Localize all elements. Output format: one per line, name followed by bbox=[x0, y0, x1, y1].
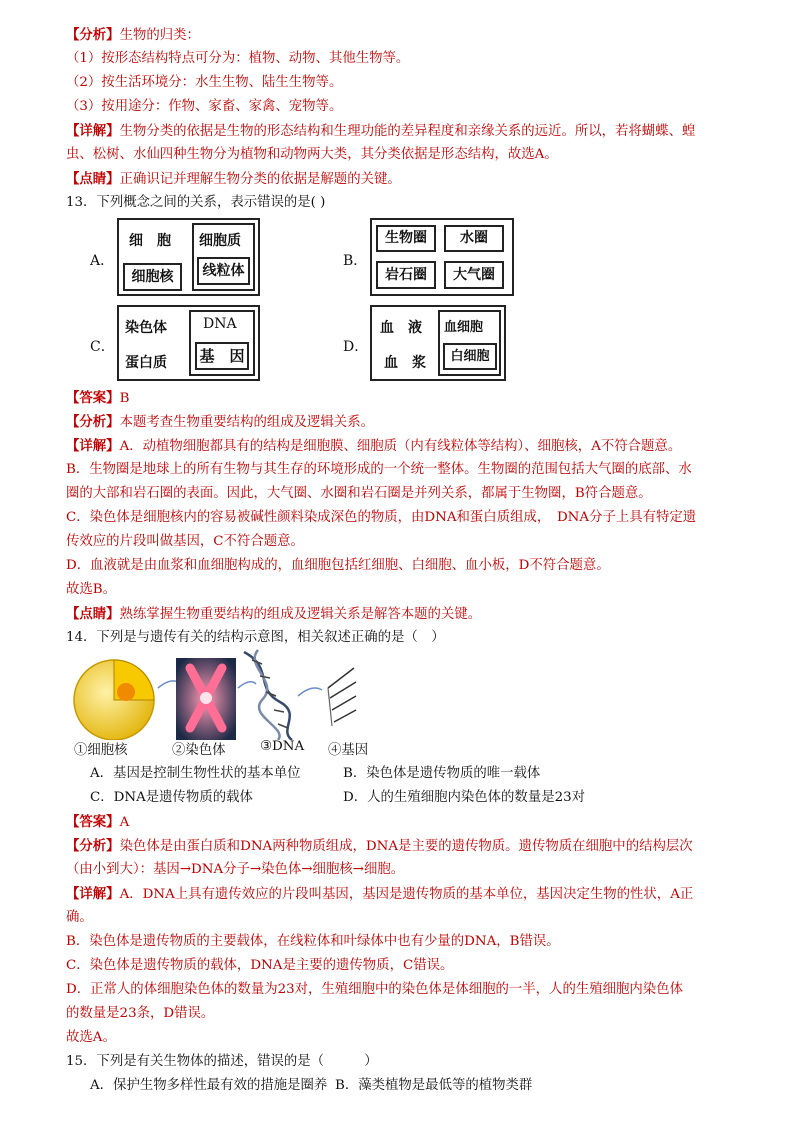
option-c: C．DNA是遗传物质的载体 bbox=[90, 790, 253, 805]
diagram-d-blood-cell: 血细胞 白细胞 bbox=[438, 310, 501, 376]
analysis-item: （2）按生活环境分：水生生物、陆生生物等。 bbox=[66, 75, 343, 90]
detail-line: 传效应的片段叫做基因，C不符合题意。 bbox=[66, 534, 304, 549]
nucleus-image bbox=[74, 660, 154, 740]
diagram-c-dna: DNA 基 因 bbox=[189, 310, 255, 376]
answer-line: 【答案】B bbox=[66, 390, 130, 406]
tip-line: 【点睛】正确识记并理解生物分类的依据是解题的关键。 bbox=[66, 171, 401, 187]
detail-line: B．染色体是遗传物质的主要载体，在线粒体和叶绿体中也有少量的DNA，B错误。 bbox=[66, 934, 560, 949]
caption-chromosome: ②染色体 bbox=[172, 743, 226, 758]
diagram-a-outer: 细 胞 细胞核 细胞质 线粒体 bbox=[117, 218, 260, 296]
detail-line: 【详解】A．DNA上具有遗传效应的片段叫基因，基因是遗传物质的基本单位，基因决定生物的性状，A正 bbox=[66, 886, 694, 902]
caption-dna: ③DNA bbox=[260, 739, 305, 754]
arrow-icon bbox=[158, 681, 178, 688]
chromosome-image bbox=[176, 658, 236, 740]
detail-line: B．生物圈是地球上的所有生物与其生存的环境形成的一个统一整体。生物圈的范围包括大气圈的底部、水 bbox=[66, 462, 692, 477]
heredity-figure bbox=[66, 648, 366, 740]
option-b: B．藻类植物是最低等的植物类群 bbox=[335, 1078, 533, 1093]
analysis-line: （由小到大）：基因→DNA分子→染色体→细胞核→细胞。 bbox=[66, 862, 405, 877]
option-d-label: D． bbox=[343, 339, 369, 355]
question-14-stem: 14．下列是与遗传有关的结构示意图，相关叙述正确的是（ ） bbox=[66, 630, 445, 645]
caption-gene: ④基因 bbox=[328, 743, 369, 758]
detail-line: 虫、松树、水仙四种生物分为植物和动物两大类，其分类依据是形态结构，故选A。 bbox=[66, 147, 558, 162]
detail-line: C．染色体是细胞核内的容易被碱性颜料染成深色的物质，由DNA和蛋白质组成， DNA分子上具有特定遗 bbox=[66, 510, 697, 525]
diagram-c-outer: 染色体 蛋白质 DNA 基 因 bbox=[117, 305, 260, 381]
analysis-item: （3）按用途分：作物、家畜、家禽、宠物等。 bbox=[66, 99, 343, 114]
answer-line: 【答案】A bbox=[66, 814, 130, 830]
gene-image bbox=[328, 668, 356, 726]
analysis-tag: 【分析】 bbox=[66, 27, 120, 43]
choose-line: 故选B。 bbox=[66, 582, 117, 597]
diagram-d-outer: 血 液 血 浆 血细胞 白细胞 bbox=[370, 305, 506, 381]
detail-line: 圈的大部和岩石圈的表面。因此，大气圈、水圈和岩石圈是并列关系，都属于生物圈，B符合题意。 bbox=[66, 486, 652, 501]
diagram-a-nucleus: 细胞核 bbox=[123, 263, 182, 291]
option-a: A．基因是控制生物性状的基本单位 bbox=[90, 766, 301, 781]
diagram-a-cytoplasm: 细胞质 线粒体 bbox=[192, 223, 255, 291]
question-13-stem: 13．下列概念之间的关系，表示错误的是( ) bbox=[66, 195, 326, 210]
diagram-b-outer: 生物圈 水圈 岩石圈 大气圈 bbox=[370, 218, 514, 296]
analysis-line: 【分析】染色体是由蛋白质和DNA两种物质组成，DNA是主要的遗传物质。遗传物质在细胞中的结构层次 bbox=[66, 838, 693, 854]
option-c-label: C． bbox=[90, 339, 115, 355]
detail-line: 【详解】生物分类的依据是生物的形态结构和生理功能的差异程度和亲缘关系的远近。所以，若将蝴蝶、蝗 bbox=[66, 123, 696, 139]
detail-line: D．正常人的体细胞染色体的数量为23对，生殖细胞中的染色体是体细胞的一半，人的生殖细胞内染色体 bbox=[66, 982, 683, 997]
analysis-line: 【分析】本题考查生物重要结构的组成及逻辑关系。 bbox=[66, 414, 374, 430]
caption-nucleus: ①细胞核 bbox=[74, 743, 128, 758]
option-a: A．保护生物多样性最有效的措施是圈养 bbox=[90, 1078, 328, 1093]
option-d: D．人的生殖细胞内染色体的数量是23对 bbox=[343, 790, 586, 805]
detail-line: D．血液就是由血浆和血细胞构成的，血细胞包括红细胞、白细胞、血小板，D不符合题意。 bbox=[66, 558, 610, 573]
detail-line: 【详解】A．动植物细胞都具有的结构是细胞膜、细胞质（内有线粒体等结构）、细胞核，A不符合题意。 bbox=[66, 438, 682, 454]
analysis-item: （1）按形态结构特点可分为：植物、动物、其他生物等。 bbox=[66, 51, 410, 66]
arrow-icon bbox=[298, 688, 322, 696]
detail-line: 确。 bbox=[66, 910, 93, 925]
dna-helix-image bbox=[244, 650, 292, 740]
option-b-label: B． bbox=[343, 253, 368, 269]
tip-line: 【点睛】熟练掌握生物重要结构的组成及逻辑关系是解答本题的关键。 bbox=[66, 606, 482, 622]
arrow-icon bbox=[238, 682, 256, 688]
detail-line: C．染色体是遗传物质的载体，DNA是主要的遗传物质，C错误。 bbox=[66, 958, 454, 973]
detail-line: 的数量是23条，D错误。 bbox=[66, 1006, 215, 1021]
option-b: B．染色体是遗传物质的唯一载体 bbox=[343, 766, 541, 781]
choose-line: 故选A。 bbox=[66, 1030, 116, 1045]
analysis-line: 【分析】生物的归类： bbox=[66, 27, 200, 43]
option-a-label: A． bbox=[90, 253, 115, 269]
question-15-stem: 15．下列是有关生物体的描述，错误的是（ ） bbox=[66, 1054, 378, 1069]
